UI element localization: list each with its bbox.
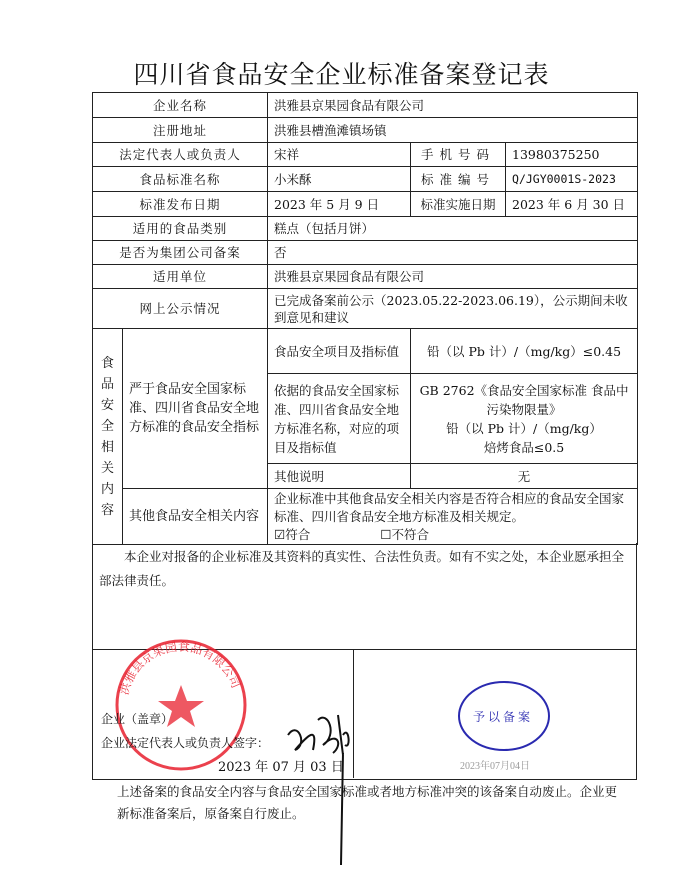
page-title: 四川省食品安全企业标准备案登记表 xyxy=(133,60,550,89)
address-label: 注册地址 xyxy=(93,118,268,143)
strict-indicator-label: 严于食品安全国家标准、四川省食品安全地方标准的食品安全指标 xyxy=(123,329,268,489)
approval-date: 2023年07月04日 xyxy=(460,761,530,772)
address-value: 洪雅县槽渔滩镇场镇 xyxy=(268,118,638,143)
impl-date-value: 2023 年 6 月 30 日 xyxy=(506,192,638,217)
other-content-text: 企业标准中其他食品安全相关内容是否符合相应的食品安全国家标准、四川省食品安全地方标准及相关规定。 xyxy=(274,490,625,524)
basis-item: 铅（以 Pb 计）/（mg/kg） xyxy=(446,420,602,436)
standard-name-value: 小米酥 xyxy=(268,167,411,192)
legal-rep-value: 宋祥 xyxy=(268,143,411,167)
sign-date: 2023 年 07 月 03 日 xyxy=(218,760,344,775)
group-filing-value: 否 xyxy=(268,241,638,265)
company-seal xyxy=(111,635,251,775)
standard-code-value: Q/JGY0001S-2023 xyxy=(506,167,638,192)
safety-item-label: 食品安全项目及指标值 xyxy=(268,329,411,374)
phone-value: 13980375250 xyxy=(506,143,638,167)
approval-stamp-text: 予以备案 xyxy=(473,710,534,724)
company-name-label: 企业名称 xyxy=(93,93,268,118)
basis-label: 依据的食品安全国家标准、四川省食品安全地方标准名称，对应的项目及指标值 xyxy=(268,374,411,464)
applicable-unit-label: 适用单位 xyxy=(93,265,268,289)
legal-rep-label: 法定代表人或负责人 xyxy=(93,143,268,167)
other-note-value: 无 xyxy=(411,464,638,489)
seal-label: 企业（盖章） xyxy=(101,712,174,726)
svg-text:洪雅县京果园食品有限公司 xyxy=(116,640,243,697)
sign-label: 企业法定代表人或负责人签字： xyxy=(101,736,270,750)
category-value: 糕点（包括月饼） xyxy=(268,217,638,241)
publish-date-label: 标准发布日期 xyxy=(93,192,268,217)
safety-section-vertical-text: 食 品 安 全 相 关 内 容 xyxy=(100,355,114,518)
footnote: 上述备案的食品安全内容与食品安全国家标准或者地方标准冲突的该备案自动废止。企业更新标准备案后，原备案自行废止。 xyxy=(117,784,618,821)
category-label: 适用的食品类别 xyxy=(93,217,268,241)
seal-text: 洪雅县京果园食品有限公司 xyxy=(116,639,244,697)
publish-date-value: 2023 年 5 月 9 日 xyxy=(268,192,411,217)
signature-box xyxy=(92,639,637,780)
registration-form-table xyxy=(92,92,638,545)
impl-date-label: 标准实施日期 xyxy=(411,192,506,217)
enterprise-signature-cell xyxy=(93,639,354,778)
company-name-value: 洪雅县京果园食品有限公司 xyxy=(268,93,638,118)
online-notice-value: 已完成备案前公示（2023.05.22-2023.06.19），公示期间未收到意见和建议 xyxy=(268,289,638,329)
safety-section-label xyxy=(93,329,123,545)
standard-code-label: 标准编号 xyxy=(411,167,506,192)
not-conform-checkbox[interactable]: ☐不符合 xyxy=(380,526,429,542)
basis-standard: GB 2762《食品安全国家标准 食品中污染物限量》 xyxy=(419,382,629,417)
standard-name-label: 食品标准名称 xyxy=(93,167,268,192)
basis-limit: 焙烤食品≤0.5 xyxy=(483,439,565,455)
online-notice-label: 网上公示情况 xyxy=(93,289,268,329)
other-content-label: 其他食品安全相关内容 xyxy=(123,489,268,545)
phone-label: 手机号码 xyxy=(411,143,506,167)
declaration-box xyxy=(92,543,637,650)
other-note-label: 其他说明 xyxy=(268,464,411,489)
applicable-unit-value: 洪雅县京果园食品有限公司 xyxy=(268,265,638,289)
safety-item-value: 铅（以 Pb 计）/（mg/kg）≤0.45 xyxy=(411,329,638,374)
conform-checkbox[interactable]: ☑符合 xyxy=(274,526,311,542)
declaration-text: 本企业对报备的企业标准及其资料的真实性、合法性负责。如有不实之处，本企业愿承担全部法律责任。 xyxy=(99,549,625,588)
group-filing-label: 是否为集团公司备案 xyxy=(93,241,268,265)
